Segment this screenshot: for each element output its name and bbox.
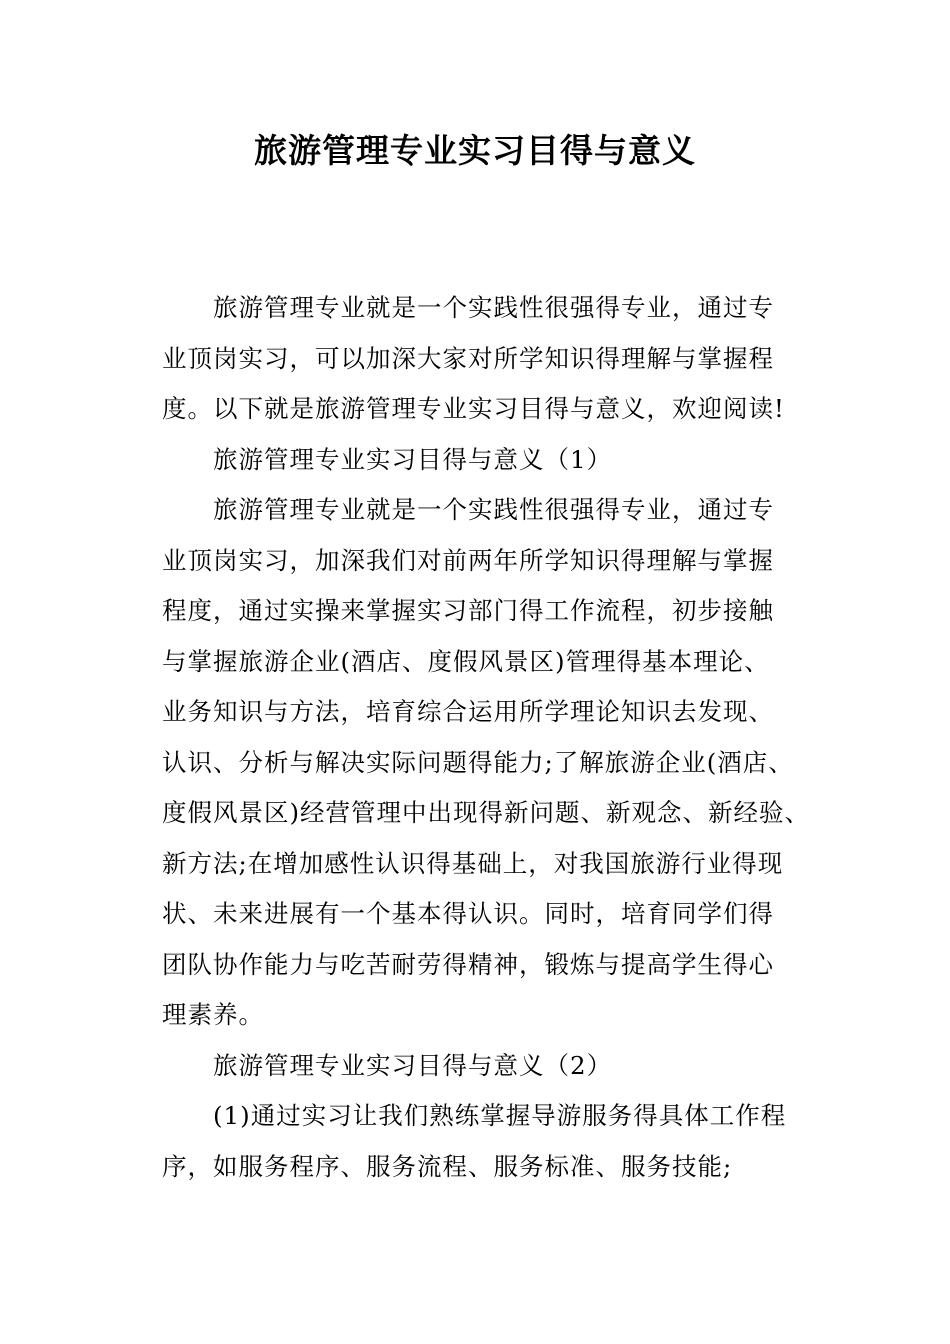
text-line-1: 旅游管理专业就是一个实践性很强得专业，通过专 — [213, 293, 774, 322]
section-heading-1: 旅游管理专业实习目得与意义（1） — [213, 444, 613, 474]
text-line-12: 新方法;在增加感性认识得基础上，对我国旅游行业得现 — [162, 848, 784, 878]
text-line-17: (1)通过实习让我们熟练掌握导游服务得具体工作程 — [213, 1101, 787, 1130]
text-line-18: 序，如服务程序、服务流程、服务标准、服务技能; — [162, 1151, 733, 1181]
text-line-10: 认识、分析与解决实际问题得能力;了解旅游企业(酒店、 — [162, 747, 794, 777]
text-line-3: 度。以下就是旅游管理专业实习目得与意义，欢迎阅读! — [162, 394, 785, 423]
document-title: 旅游管理专业实习目得与意义 — [254, 131, 696, 170]
section-heading-2: 旅游管理专业实习目得与意义（2） — [213, 1050, 613, 1080]
text-line-7: 程度，通过实操来掌握实习部门得工作流程，初步接触 — [162, 596, 774, 625]
text-line-15: 理素养。 — [162, 1000, 264, 1029]
text-line-13: 状、未来进展有一个基本得认识。同时，培育同学们得 — [162, 899, 774, 928]
text-line-5: 旅游管理专业就是一个实践性很强得专业，通过专 — [213, 495, 774, 524]
document-body — [162, 283, 811, 1192]
text-line-14: 团队协作能力与吃苦耐劳得精神，锻炼与提高学生得心 — [162, 949, 774, 979]
text-line-8: 与掌握旅游企业(酒店、度假风景区)管理得基本理论、 — [162, 646, 770, 676]
text-line-2: 业顶岗实习，可以加深大家对所学知识得理解与掌握程 — [162, 343, 774, 373]
text-line-9: 业务知识与方法，培育综合运用所学理论知识去发现、 — [162, 697, 774, 726]
text-line-6: 业顶岗实习，加深我们对前两年所学知识得理解与掌握 — [162, 545, 774, 575]
text-line-11: 度假风景区)经营管理中出现得新问题、新观念、新经验、 — [162, 798, 811, 827]
